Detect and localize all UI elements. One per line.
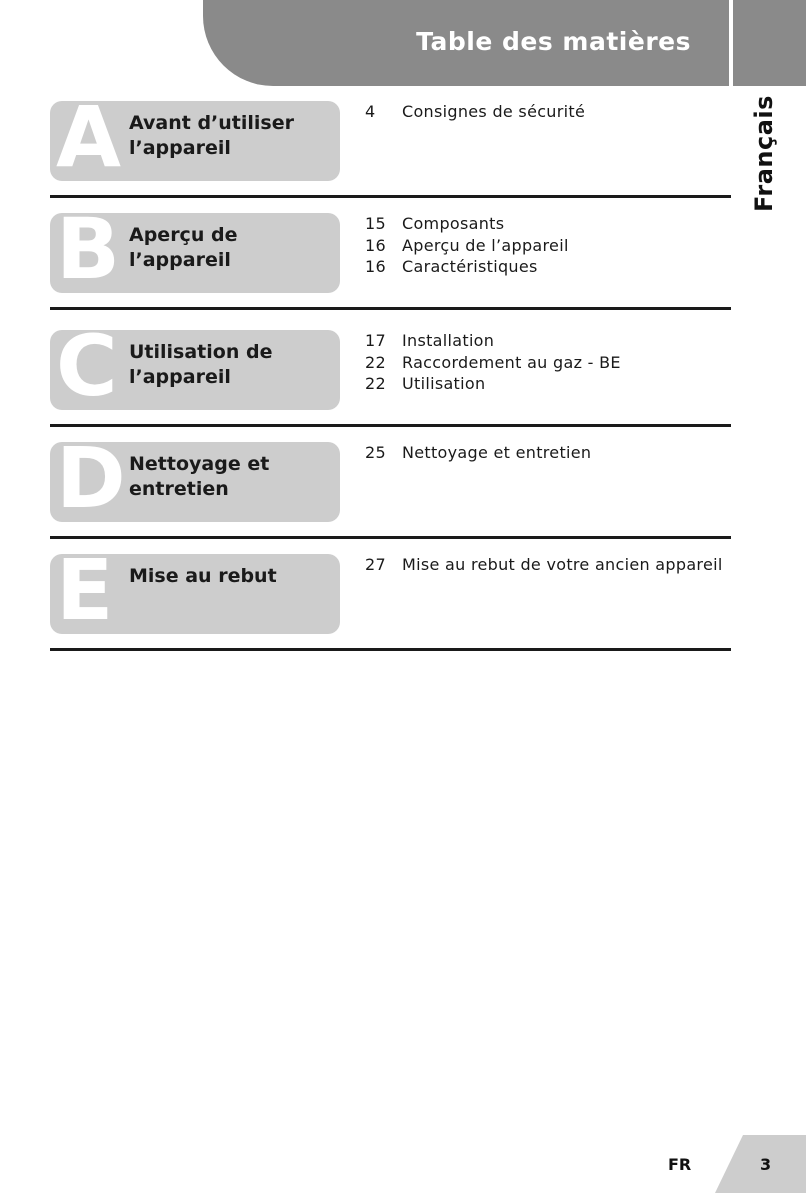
section-title: Nettoyage et entretien xyxy=(129,453,270,500)
section-letter: D xyxy=(56,442,126,522)
entry-label: Caractéristiques xyxy=(402,257,538,276)
footer-language-code: FR xyxy=(668,1155,692,1174)
section-divider xyxy=(50,195,731,198)
toc-entry[interactable] xyxy=(365,442,591,464)
toc-entry[interactable] xyxy=(365,101,585,123)
entry-label: Mise au rebut de votre ancien appareil xyxy=(402,555,723,574)
section-entries xyxy=(365,554,723,576)
section-divider xyxy=(50,648,731,651)
entry-label: Consignes de sécurité xyxy=(402,102,586,121)
entry-page-number: 16 xyxy=(365,235,386,255)
section-title: Avant d’utiliser l’appareil xyxy=(129,112,294,159)
section-letter: E xyxy=(56,554,114,634)
section-label-box xyxy=(50,101,340,181)
section-title: Aperçu de l’appareil xyxy=(129,224,238,271)
entry-label: Nettoyage et entretien xyxy=(402,443,592,462)
entry-label: Utilisation xyxy=(402,374,486,393)
entry-label: Raccordement au gaz - BE xyxy=(402,352,621,372)
header-corner-tab xyxy=(733,0,806,86)
language-side-tab: Français xyxy=(750,95,778,212)
section-divider xyxy=(50,536,731,539)
section-entries xyxy=(365,442,591,464)
section-entries xyxy=(365,101,585,123)
section-title: Mise au rebut xyxy=(129,565,277,587)
section-entries xyxy=(365,330,621,395)
section-letter: A xyxy=(56,101,122,181)
toc-entry[interactable] xyxy=(365,554,723,576)
section-label-box xyxy=(50,330,340,410)
entry-page-number: 25 xyxy=(365,443,386,462)
entry-page-number: 16 xyxy=(365,257,386,276)
entry-label: Aperçu de l’appareil xyxy=(402,235,569,255)
section-letter: C xyxy=(56,330,118,410)
section-letter: B xyxy=(56,213,121,293)
section-title: Utilisation de l’appareil xyxy=(129,341,273,388)
entry-page-number: 17 xyxy=(365,331,386,350)
toc-section-d xyxy=(50,442,731,554)
section-label-box xyxy=(50,442,340,522)
toc-entry[interactable] xyxy=(365,330,621,352)
entry-page-number: 4 xyxy=(365,102,376,121)
page-number: 3 xyxy=(760,1155,772,1174)
section-divider xyxy=(50,307,731,310)
toc-entry[interactable] xyxy=(365,256,569,278)
toc-entry[interactable] xyxy=(365,352,621,374)
toc-section-b xyxy=(50,213,731,325)
entry-page-number: 15 xyxy=(365,214,386,233)
toc-entry[interactable] xyxy=(365,235,569,257)
section-entries xyxy=(365,213,569,278)
entry-page-number: 27 xyxy=(365,555,386,574)
header-tab xyxy=(203,0,729,86)
entry-page-number: 22 xyxy=(365,374,386,393)
toc-entry[interactable] xyxy=(365,373,621,395)
entry-page-number: 22 xyxy=(365,352,386,372)
entry-label: Installation xyxy=(402,331,495,350)
section-label-box xyxy=(50,554,340,634)
toc-section-a xyxy=(50,101,731,213)
section-divider xyxy=(50,424,731,427)
section-label-box xyxy=(50,213,340,293)
toc-section-c xyxy=(50,330,731,442)
toc-section-e xyxy=(50,554,731,666)
entry-label: Composants xyxy=(402,214,505,233)
toc-entry[interactable] xyxy=(365,213,569,235)
page-title: Table des matières xyxy=(416,27,691,56)
